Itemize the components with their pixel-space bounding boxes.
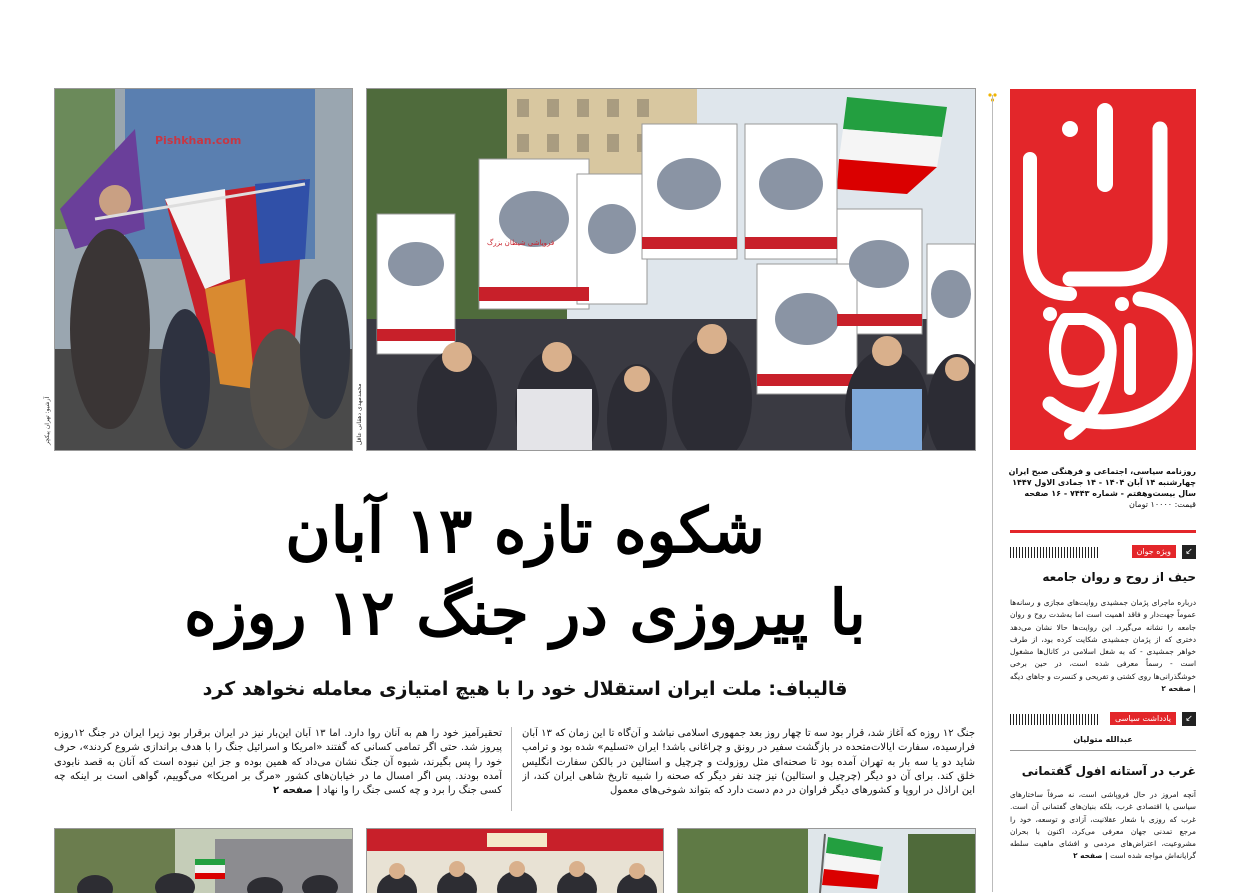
masthead-issue: سال بیست‌وهفتم - شماره ۷۴۴۳ - ۱۶ صفحه xyxy=(1024,489,1196,498)
divider xyxy=(1010,750,1196,751)
arrow-icon: ↙ xyxy=(1182,712,1196,726)
photo-rally-crowd[interactable] xyxy=(366,88,976,451)
column-divider xyxy=(992,95,993,892)
side-article-text: آنچه امروز در حال فروپاشی است، نه صرفاً ساختارهای سیاسی یا اقتصادی غرب، بلکه بنیان‌های گفتمانی آن است. غرب که روزی با شعار عقلانیت، آزادی و توسعه، خود را مرجع تمدنی جهان معرفی می‌کرد، اکنون با بحران مشروعیت، اعتراض‌های مردمی و افشای ماهیت سلطه گرایانه‌اش مواجه شده است xyxy=(1010,790,1196,861)
main-headline-line1[interactable]: شکوه تازه ۱۳ آبان xyxy=(285,494,765,567)
main-headline-line2[interactable]: با پیروزی در جنگ ۱۲ روزه xyxy=(184,576,866,649)
page-ref[interactable]: | صفحه ۲ xyxy=(272,785,320,797)
masthead-date: چهارشنبه ۱۴ آبان ۱۴۰۴ - ۱۴ جمادی الاول ۱۴۴۷ xyxy=(1012,478,1196,487)
masthead-logo xyxy=(1010,89,1196,450)
photo-flag-burning[interactable] xyxy=(54,88,353,451)
barcode-ornament xyxy=(1010,714,1100,725)
poster-caption: فروپاشی شیطان بزرگ xyxy=(487,239,555,247)
photo-bottom-left[interactable] xyxy=(54,828,353,893)
article-text: تحقیرآمیز خود را هم به آنان روا دارد. اما ۱۳ آبان این‌بار نیز در ایران برقرار بود زیرا ایران در جنگ ۱۲روزه پیروز شد. حتی اگر تمامی کسانی که گفتند «امریکا و اسرائیل جنگ را با هدف براندازی شروع کردند»، حرف خود را پس بگیرند، شیوه آن جنگ نشان می‌داد که همین بوده و جز این نبوده است که آنان به قصد نابودی آمده بودند. پس اگر امسال ما در خیابان‌های کشور «مرگ بر امریکا» می‌گوییم، گواهی است بر اینکه چه کسی جنگ را برد و چه کسی جنگ را وا نهاد xyxy=(54,728,502,797)
dots-ornament xyxy=(988,88,998,98)
article-column-left xyxy=(54,727,502,811)
arrow-icon: ↙ xyxy=(1182,545,1196,559)
barcode-ornament xyxy=(1010,547,1100,558)
page-ref[interactable]: | صفحه ۲ xyxy=(1161,684,1196,694)
column-divider xyxy=(511,727,512,811)
side-article-body xyxy=(1010,789,1196,892)
photo-bottom-middle[interactable] xyxy=(366,828,664,893)
photo-credit: محمدمهدی دهقانی عاقل xyxy=(356,383,363,445)
masthead-info xyxy=(1010,466,1196,510)
masthead-tagline: روزنامه سیاسی، اجتماعی و فرهنگی صبح ایران xyxy=(1008,467,1196,476)
section-tag: یادداشت سیاسی xyxy=(1110,712,1176,725)
section-tag-row xyxy=(1010,545,1196,559)
section-tag-row xyxy=(1010,712,1196,726)
section-tag: ویژه جوان xyxy=(1132,545,1176,558)
photo-credit: آرشیو: تهران پیکچر xyxy=(44,396,51,445)
page-ref[interactable]: | صفحه ۲ xyxy=(1073,851,1108,861)
article-text: جنگ ۱۲ روزه که آغاز شد، قرار بود سه تا چهار روز بعد جمهوری اسلامی نباشد و آن‌گاه تا این زمان که ۱۳ آبان فرارسیده، سفارت ایالات‌متحده در بازگشت سفیر در رونق و چراغانی باشد! ایران «تسلیم» شده بود و ترامپ شاید دو یا سه بار به تهران آمده بود تا صحنه‌ای مثل روزولت و چرچیل و استالین در بالکن سفارت انگلیس خلق کند. برای آن دو دیگر (چرچیل و استالین) نیز چند نفر دیگر که صحنه را شبیه تاریخ شاهی ایران کند، از این اراذل در اروپا و کشورهای دیگر فراوان در دم دست دارد که بتواند شوخی‌های معمول xyxy=(522,728,975,797)
side-headline[interactable]: حیف از روح و روان جامعه xyxy=(1042,570,1196,584)
masthead-rule xyxy=(1010,530,1196,533)
photo-bottom-right[interactable] xyxy=(677,828,976,893)
masthead-price: قیمت: ۱۰۰۰۰ تومان xyxy=(1129,500,1196,509)
article-column-right xyxy=(522,727,975,811)
watermark: Pishkhan.com xyxy=(155,134,242,147)
side-headline[interactable]: غرب در آستانه افول گفتمانی xyxy=(1021,764,1196,778)
sub-headline[interactable]: قالیباف: ملت ایران استقلال خود را با هیچ امتیازی معامله نخواهد کرد xyxy=(202,678,848,700)
side-article-text: درباره ماجرای پژمان جمشیدی روایت‌های مجازی و رسانه‌ها عموماً جهت‌دار و فاقد اهمیت است اما به‌شدت روح و روان جامعه را نشانه می‌گیرد. این روایت‌ها حالا نشان می‌دهد دختری که از پژمان جمشیدی شکایت کرده بود، از طرف خواهر جمشیدی - که به شغل اسلامی در کانال‌ها مشغول است - رسماً معرفی شده است، در حین برخی خوشگذرانی‌ها روی کشتی و تفریحی و کنسرت و جاهای دیگه xyxy=(1010,598,1196,681)
side-article-body xyxy=(1010,597,1196,697)
author-name: عبدالله متولیان xyxy=(1073,735,1133,744)
